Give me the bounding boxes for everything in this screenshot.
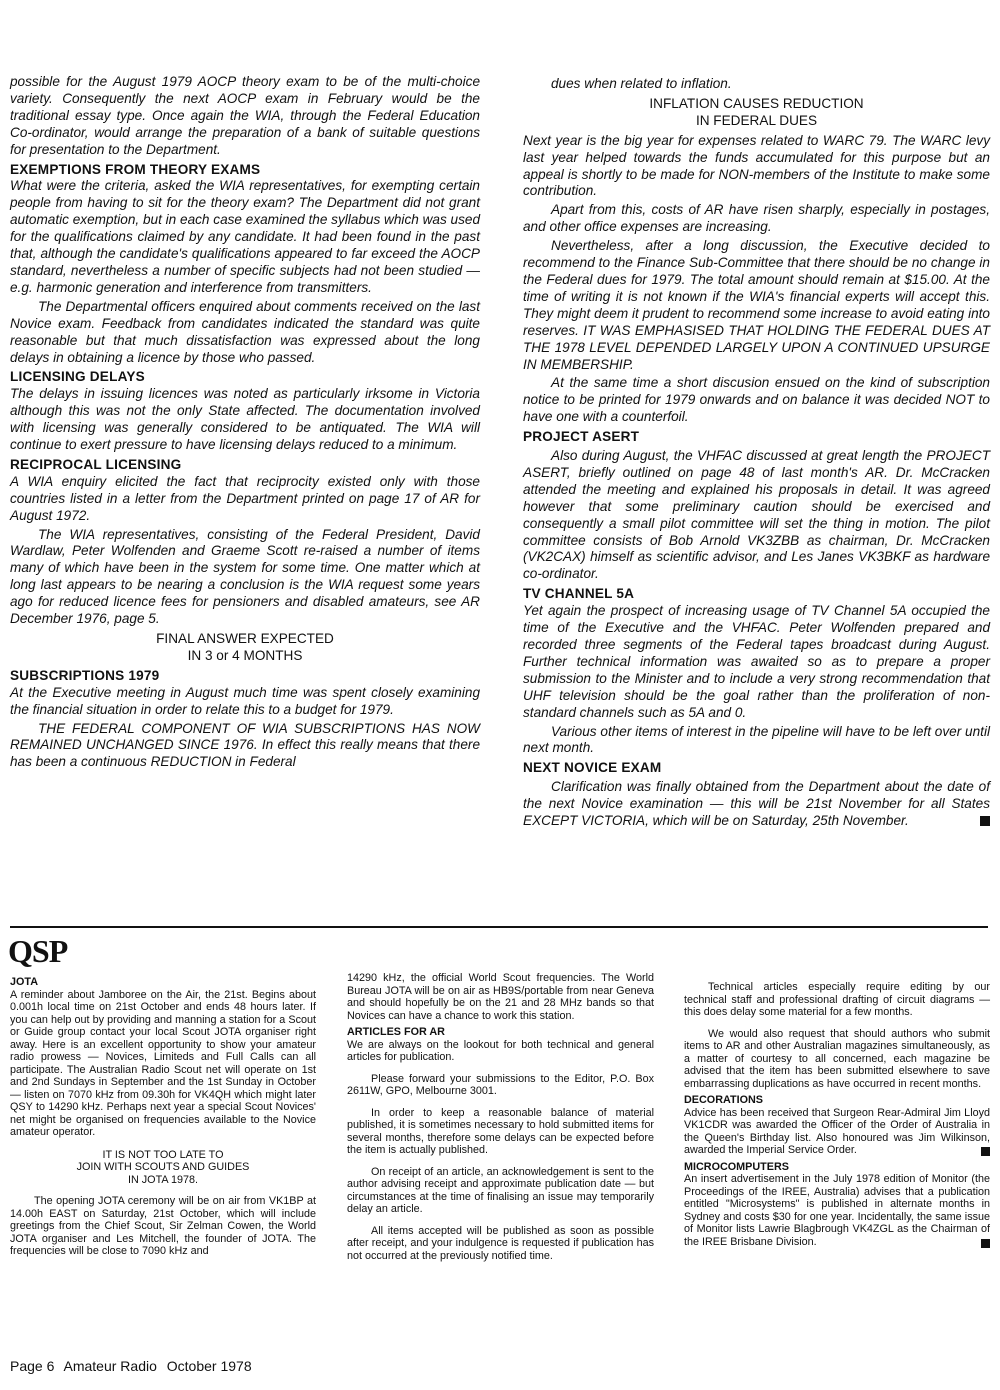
article-text: The delays in issuing licences was noted as particularly irksome in Victoria although this was not the only State affected. The documentation involved with licensing was generally considered to be antiquated. The WIA will continue to exert pressure to have licensing delays reduced to a minimum. bbox=[10, 386, 480, 453]
page-footer bbox=[10, 1358, 258, 1374]
article-heading bbox=[10, 457, 480, 474]
qsp-column-2 bbox=[347, 972, 654, 1262]
article-paragraph bbox=[10, 474, 480, 525]
article-paragraph bbox=[523, 779, 990, 830]
qsp-text: IT IS NOT TOO LATE TO JOIN WITH SCOUTS AND GUIDES IN JOTA 1978. bbox=[76, 1148, 250, 1186]
qsp-text: In order to keep a reasonable balance of material published, it is sometimes necessary to hold submitted items for several months, therefore some delays can be expected before the item is actually published. bbox=[347, 1106, 654, 1156]
end-of-article-mark bbox=[981, 1239, 990, 1248]
qsp-paragraph bbox=[347, 1073, 654, 1098]
issue-date: October 1978 bbox=[166, 1358, 252, 1374]
qsp-text: ARTICLES FOR AR bbox=[347, 1026, 445, 1038]
qsp-text: Advice has been received that Surgeon Rear-Admiral Jim Lloyd VK1CDR was awarded the Officer of the Order of Australia in the Queen's Birthday list. Also honoured was Jim Wilkinson, awarded the Imperial Service Order. bbox=[684, 1106, 990, 1156]
article-subheading bbox=[523, 96, 990, 113]
article-text: The Departmental officers enquired about comments received on the last Novice exam. Feedback from candidates indicated the standard was quite reasonable but that much dissatisfaction was expressed about the long delays in obtaining a licence by those who passed. bbox=[10, 298, 480, 365]
qsp-text: An insert advertisement in the July 1978 edition of Monitor (the Proceedings of the IREE, Australia) advises that a publication entitled "Microsystems" is published in alternate months in Sydney and costs $30 for one year. Incidentally, the same issue of Monitor lists Lawrie Blagbrough VK4ZGL as the Chairman of the IREE Brisbane Division. bbox=[684, 1173, 990, 1248]
article-paragraph bbox=[10, 721, 480, 772]
article-paragraph bbox=[10, 685, 480, 719]
article-paragraph bbox=[523, 448, 990, 583]
article-text: At the Executive meeting in August much time was spent closely examining the financial situation in order to relate this to a budget for 1979. bbox=[10, 684, 480, 717]
article-column-left bbox=[10, 74, 480, 771]
publication-name: Amateur Radio bbox=[63, 1358, 157, 1374]
section-divider bbox=[10, 926, 988, 928]
article-text: Next year is the big year for expenses related to WARC 79. The WARC levy last year helped towards the funds accumulated for this purpose but an appeal is shortly to be made for NON-members of the Institute to make some contribution. bbox=[523, 132, 990, 199]
qsp-section-logo: QSP bbox=[8, 933, 68, 969]
qsp-heading bbox=[347, 1026, 654, 1039]
article-text: Various other items of interest in the pipeline will have to be left over until next month. bbox=[523, 723, 990, 756]
article-text: What were the criteria, asked the WIA representatives, for exempting certain people from having to sit for the theory exam? The Department did not grant automatic exemption, but in each case examined the syllabus which was used for the qualifications claimed by any candidate. It had been found in the past that, although the candidate's qualifications appeared to far exceed the AOCP standard, nevertheless a number of specific subjects had not been studied — e.g. harmonic generation and interference from transmitters. bbox=[10, 178, 480, 295]
qsp-text: MICROCOMPUTERS bbox=[684, 1160, 789, 1173]
article-paragraph bbox=[10, 386, 480, 454]
qsp-text: JOTA bbox=[10, 976, 38, 988]
qsp-text: We would also request that should authors who submit items to AR and other Australian magazines simultaneously, as a matter of courtesy to all concerned, each magazine be advised that the item has been submitted elsewhere to save embarrassing duplications as have occurred in recent months. bbox=[684, 1027, 990, 1090]
qsp-text: A reminder about Jamboree on the Air, the 21st. Begins about 0.001h local time on 21st October and ends 48 hours later. If you can help out by providing and manning a station for a Scout or Guide group contact your local Scout JOTA organiser right away. Here is an excellent opportunity to show your amateur radio prowess — Novices, Limiteds and Full Calls can all participate. The Australian Radio Scout net will operate on 1st and 2nd Sundays in September and the 1st Sunday in October — listen on 7070 kHz from 09.30h for VK4QH which might later QSY to 14290 kHz. Perhaps next year a special Scout Novices' net might be organised on frequencies available to the Novice amateur operator. bbox=[10, 988, 316, 1138]
article-paragraph bbox=[523, 202, 990, 236]
article-text: Clarification was finally obtained from the Department about the date of the next Novice examination — this will be 21st November for all States EXCEPT VICTORIA, which will be on Saturday, 25th November. bbox=[523, 779, 990, 829]
article-paragraph bbox=[523, 76, 990, 93]
qsp-text: We are always on the lookout for both technical and general articles for publication. bbox=[347, 1038, 654, 1063]
qsp-paragraph bbox=[347, 1039, 654, 1064]
article-heading bbox=[523, 586, 990, 603]
qsp-paragraph bbox=[684, 1107, 990, 1157]
qsp-text: On receipt of an article, an acknowledgement is sent to the author advising receipt and approximate publication date — but circumstances at the time of finalising an issue may temporarily delay an article. bbox=[347, 1165, 654, 1215]
qsp-text: The opening JOTA ceremony will be on air from VK1BP at 14.00h EAST on Saturday, 21st October, which will include greetings from the Chief Scout, Sir Zelman Cowen, the World JOTA organiser and Les Mitchell, the founder of JOTA. The frequencies will be close to 7090 kHz and bbox=[10, 1195, 316, 1257]
article-heading bbox=[10, 668, 480, 685]
article-text: dues when related to inflation. bbox=[551, 76, 732, 91]
qsp-heading bbox=[684, 1161, 990, 1174]
qsp-subheading bbox=[10, 1149, 316, 1187]
article-text: Also during August, the VHFAC discussed at great length the PROJECT ASERT, briefly outlined on page 48 of last month's AR. Dr. McCracken attended the meeting and explained his proposals in detail. It was agreed however that some preliminary caution should be exercised and consequently a small pilot committee will set the thing in motion. The pilot committee consists of Bob Arnold VK3ZBB as chairman, Dr. McCracken (VK2CAX) himself as scientific advisor, and Les Janes VK3BKF as hardware co-ordinator. bbox=[523, 448, 990, 582]
article-subheading bbox=[523, 113, 990, 130]
article-text: SUBSCRIPTIONS 1979 bbox=[10, 667, 160, 683]
article-heading bbox=[523, 760, 990, 777]
article-paragraph bbox=[10, 74, 480, 159]
article-text: The WIA representatives, consisting of the Federal President, David Wardlaw, Peter Wolfenden and Graeme Scott re-raised a number of items many of which have been in the system for some time. One matter which at long last appears to be nearing a conclusion is the WIA request some years ago for reduced licence fees for pensioners and disabled amateurs, see AR December 1976, page 5. bbox=[10, 526, 480, 627]
article-text: Nevertheless, after a long discussion, the Executive decided to recommend to the Finance Sub-Committee that there should be no change in the Federal dues for 1979. The total amount should remain at $15.00. At the time of writing it is not known if the WIA's financial experts will accept this. They might deem it prudent to recommend some increase to avoid eating into reserves. IT WAS EMPHASISED THAT HOLDING THE FEDERAL DUES AT THE 1978 LEVEL DEPENDED LARGELY UPON A CONTINUED UPSURGE IN MEMBERSHIP. bbox=[523, 238, 990, 372]
qsp-paragraph bbox=[684, 1173, 990, 1248]
article-heading bbox=[523, 429, 990, 446]
article-text: PROJECT ASERT bbox=[523, 429, 640, 445]
main-article bbox=[10, 74, 990, 914]
article-heading bbox=[10, 369, 480, 386]
qsp-text: DECORATIONS bbox=[684, 1094, 763, 1106]
article-paragraph bbox=[523, 375, 990, 426]
qsp-paragraph bbox=[347, 1225, 654, 1263]
article-text: IN 3 or 4 MONTHS bbox=[187, 647, 303, 663]
qsp-column-3 bbox=[684, 972, 990, 1248]
article-text: NEXT NOVICE EXAM bbox=[523, 760, 662, 776]
article-paragraph bbox=[523, 133, 990, 201]
qsp-paragraph bbox=[684, 1028, 990, 1091]
qsp-paragraph bbox=[10, 989, 316, 1139]
article-text: LICENSING DELAYS bbox=[10, 369, 145, 385]
end-of-article-mark bbox=[980, 816, 990, 826]
article-text: At the same time a short discusion ensued on the kind of subscription notice to be printed for 1979 onwards and on balance it was decided NOT to have one with a counterfoil. bbox=[523, 375, 990, 425]
qsp-paragraph bbox=[684, 981, 990, 1019]
article-text: A WIA enquiry elicited the fact that reciprocity existed only with those countries listed in a letter from the Department printed on page 17 of AR for August 1972. bbox=[10, 473, 480, 523]
article-text: possible for the August 1979 AOCP theory exam to be of the multi-choice variety. Consequently the next AOCP exam in February would be the traditional essay type. Once again the WIA, through the Federal Education Co-ordinator, would arrange the preparation of a bank of suitable questions for presentation to the Department. bbox=[10, 74, 480, 157]
qsp-paragraph bbox=[347, 972, 654, 1022]
article-heading bbox=[10, 162, 480, 179]
article-column-right bbox=[523, 74, 990, 830]
article-paragraph bbox=[523, 603, 990, 721]
article-text: IN FEDERAL DUES bbox=[695, 112, 818, 128]
qsp-paragraph bbox=[347, 1107, 654, 1157]
article-paragraph bbox=[10, 178, 480, 296]
article-paragraph bbox=[523, 238, 990, 373]
qsp-text: All items accepted will be published as soon as possible after receipt, and your indulgence is requested if publication has not occurred at the previously notified time. bbox=[347, 1224, 654, 1262]
article-text: THE FEDERAL COMPONENT OF WIA SUBSCRIPTIONS HAS NOW REMAINED UNCHANGED SINCE 1976. In effect this really means that there has been a continuous REDUCTION in Federal bbox=[10, 720, 480, 770]
article-paragraph bbox=[523, 724, 990, 758]
qsp-heading bbox=[684, 1094, 990, 1107]
article-text: TV CHANNEL 5A bbox=[523, 586, 635, 602]
qsp-paragraph bbox=[10, 1195, 316, 1258]
article-text: INFLATION CAUSES REDUCTION bbox=[649, 95, 864, 111]
article-text: RECIPROCAL LICENSING bbox=[10, 456, 182, 472]
article-text: Yet again the prospect of increasing usage of TV Channel 5A occupied the time of the Executive and the VHFAC. Peter Wolfenden prepared and recorded three segments of the Federal tapes broadcast during August. Further technical information was awaited so as to prepare a proper submission to the Minister and to include a very strong recommendation that UHF television should be the goal rather than the proliferation of non-standard channels such as 5A and 0. bbox=[523, 603, 990, 720]
article-paragraph bbox=[10, 299, 480, 367]
article-subheading bbox=[10, 648, 480, 665]
article-text: EXEMPTIONS FROM THEORY EXAMS bbox=[10, 161, 261, 177]
article-subheading bbox=[10, 631, 480, 648]
article-text: Apart from this, costs of AR have risen sharply, especially in postages, and other office expenses are increasing. bbox=[523, 202, 990, 235]
qsp-paragraph bbox=[347, 1166, 654, 1216]
article-paragraph bbox=[10, 527, 480, 628]
end-of-article-mark bbox=[981, 1147, 990, 1156]
qsp-heading bbox=[10, 976, 316, 989]
qsp-text: Technical articles especially require editing by our technical staff and professional drafting of circuit diagrams — this does delay some material for a few months. bbox=[684, 981, 990, 1018]
qsp-text: 14290 kHz, the official World Scout frequencies. The World Bureau JOTA will be on air as HB9S/portable from near Geneva and should hopefully be on the 21 and 28 MHz bands so that Novices can have a chance to work this station. bbox=[347, 972, 654, 1022]
article-text: FINAL ANSWER EXPECTED bbox=[156, 631, 334, 646]
page-number: Page 6 bbox=[10, 1358, 55, 1374]
qsp-column-1 bbox=[10, 972, 316, 1258]
qsp-text: Please forward your submissions to the Editor, P.O. Box 2611W, GPO, Melbourne 3001. bbox=[347, 1072, 654, 1097]
